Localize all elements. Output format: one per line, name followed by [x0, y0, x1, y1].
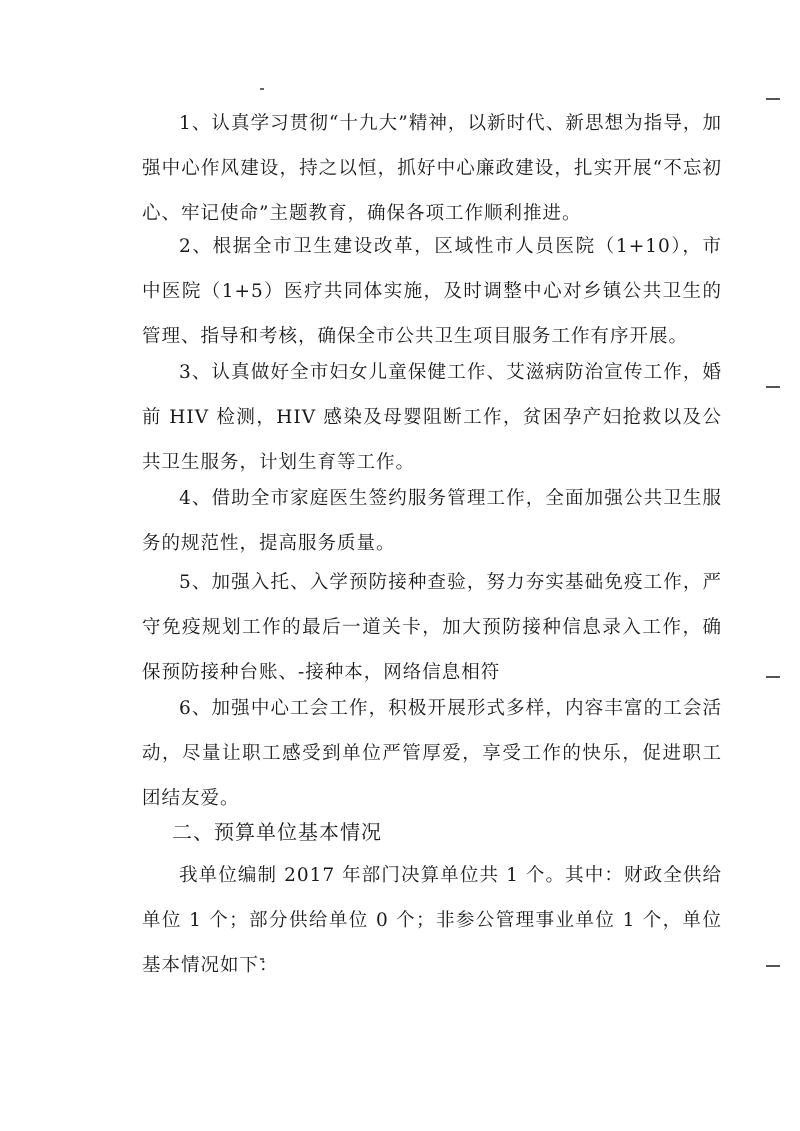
scan-edge-mark: [766, 676, 780, 678]
paragraph-6: 6、加强中心工会工作，积极开展形式多样，内容丰富的工会活动，尽量让职工感受到单位严管厚爱，享受工作的快乐，促进职工团结友爱。: [142, 698, 722, 809]
paragraph-1: 1、认真学习贯彻“十九大”精神，以新时代、新思想为指导，加强中心作风建设，持之以恒，抓好中心廉政建设，扎实开展“不忘初心、牢记使命”主题教育，确保各项工作顺利推进。: [142, 113, 722, 224]
scan-edge-mark: [766, 98, 780, 100]
scan-speck: [260, 88, 264, 90]
paragraph-5: 5、加强入托、入学预防接种查验，努力夯实基础免疫工作，严守免疫规划工作的最后一道关卡，加大预防接种信息录入工作，确保预防接种台账、-接种本，网络信息相符: [142, 572, 722, 683]
paragraph-3: 3、认真做好全市妇女儿童保健工作、艾滋病防治宣传工作，婚前 HIV 检测，HIV 感染及母婴阻断工作，贫困孕产妇抢救以及公共卫生服务，计划生育等工作。: [142, 362, 722, 473]
section-heading: 二、预算单位基本情况: [172, 820, 382, 844]
scan-edge-mark: [766, 965, 780, 967]
scan-edge-mark: [766, 386, 780, 388]
paragraph-2: 2、根据全市卫生建设改革，区域性市人员医院（1+10），市中医院（1+5）医疗共同体实施，及时调整中心对乡镇公共卫生的管理、指导和考核，确保全市公共卫生项目服务工作有序开展。: [142, 236, 722, 347]
paragraph-4: 4、借助全市家庭医生签约服务管理工作，全面加强公共卫生服务的规范性，提高服务质量。: [142, 488, 722, 554]
section-body: 我单位编制 2017 年部门决算单位共 1 个。其中：财政全供给单位 1 个；部分供给单位 0 个；非参公管理事业单位 1 个，单位基本情况如下：: [142, 865, 722, 976]
